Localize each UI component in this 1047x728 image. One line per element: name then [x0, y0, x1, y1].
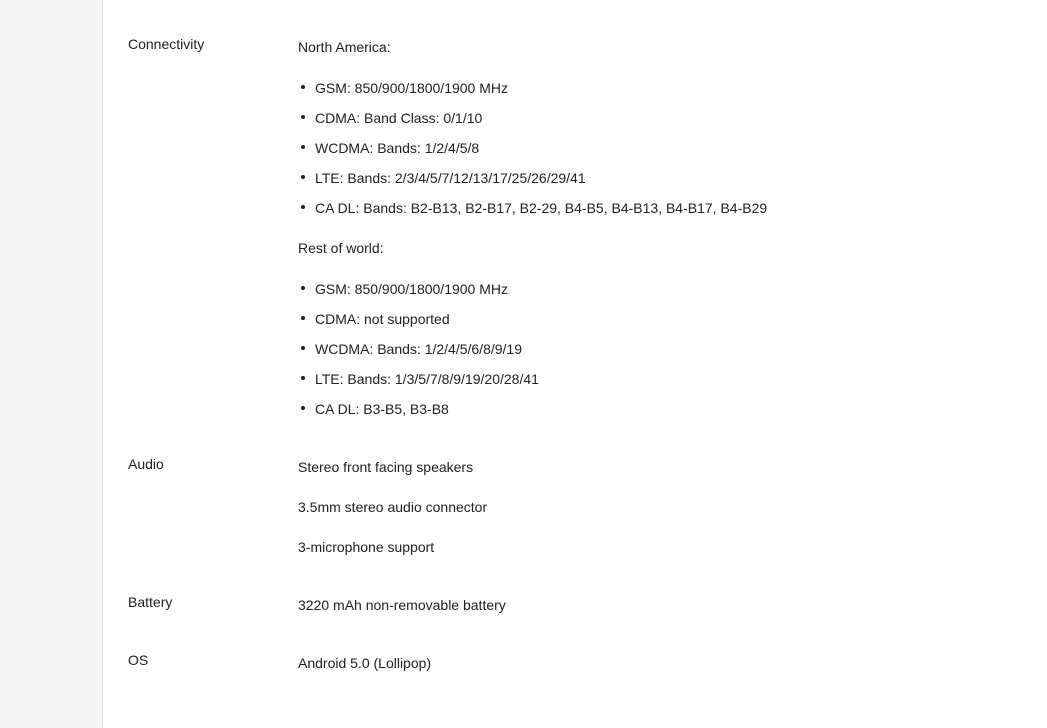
list-item: WCDMA: Bands: 1/2/4/5/6/8/9/19	[298, 340, 522, 358]
bullet-icon	[301, 115, 305, 119]
list-item: CDMA: not supported	[298, 310, 450, 328]
bullet-icon	[301, 406, 305, 410]
battery-value: 3220 mAh non-removable battery	[298, 597, 506, 613]
list-item: Stereo front facing speakers	[298, 459, 474, 475]
spec-label: OS	[128, 652, 149, 668]
list-item: CA DL: Bands: B2-B13, B2-B17, B2-29, B4-B5, B4-B13, B4-B17, B4-B29	[298, 199, 767, 217]
list-item: 3-microphone support	[298, 539, 435, 555]
list-item: CDMA: Band Class: 0/1/10	[298, 109, 482, 127]
list-item: GSM: 850/900/1800/1900 MHz	[298, 280, 508, 298]
bullet-icon	[301, 175, 305, 179]
bullet-icon	[301, 145, 305, 149]
spec-label: Audio	[128, 456, 164, 472]
list-item: 3.5mm stereo audio connector	[298, 499, 488, 515]
list-item: LTE: Bands: 2/3/4/5/7/12/13/17/25/26/29/41	[298, 169, 586, 187]
bullet-icon	[301, 286, 305, 290]
list-item: GSM: 850/900/1800/1900 MHz	[298, 79, 508, 97]
list-item: WCDMA: Bands: 1/2/4/5/8	[298, 139, 479, 157]
list-item: CA DL: B3-B5, B3-B8	[298, 400, 449, 418]
bullet-icon	[301, 316, 305, 320]
spec-label: Battery	[128, 594, 173, 610]
spec-card	[102, 0, 1047, 728]
list-item: LTE: Bands: 1/3/5/7/8/9/19/20/28/41	[298, 370, 539, 388]
bullet-icon	[301, 205, 305, 209]
spec-label: Connectivity	[128, 36, 205, 52]
region-heading-rest-of-world: Rest of world:	[298, 240, 384, 256]
bullet-icon	[301, 85, 305, 89]
bullet-icon	[301, 376, 305, 380]
region-heading-north-america: North America:	[298, 39, 391, 55]
os-value: Android 5.0 (Lollipop)	[298, 655, 432, 671]
bullet-icon	[301, 346, 305, 350]
